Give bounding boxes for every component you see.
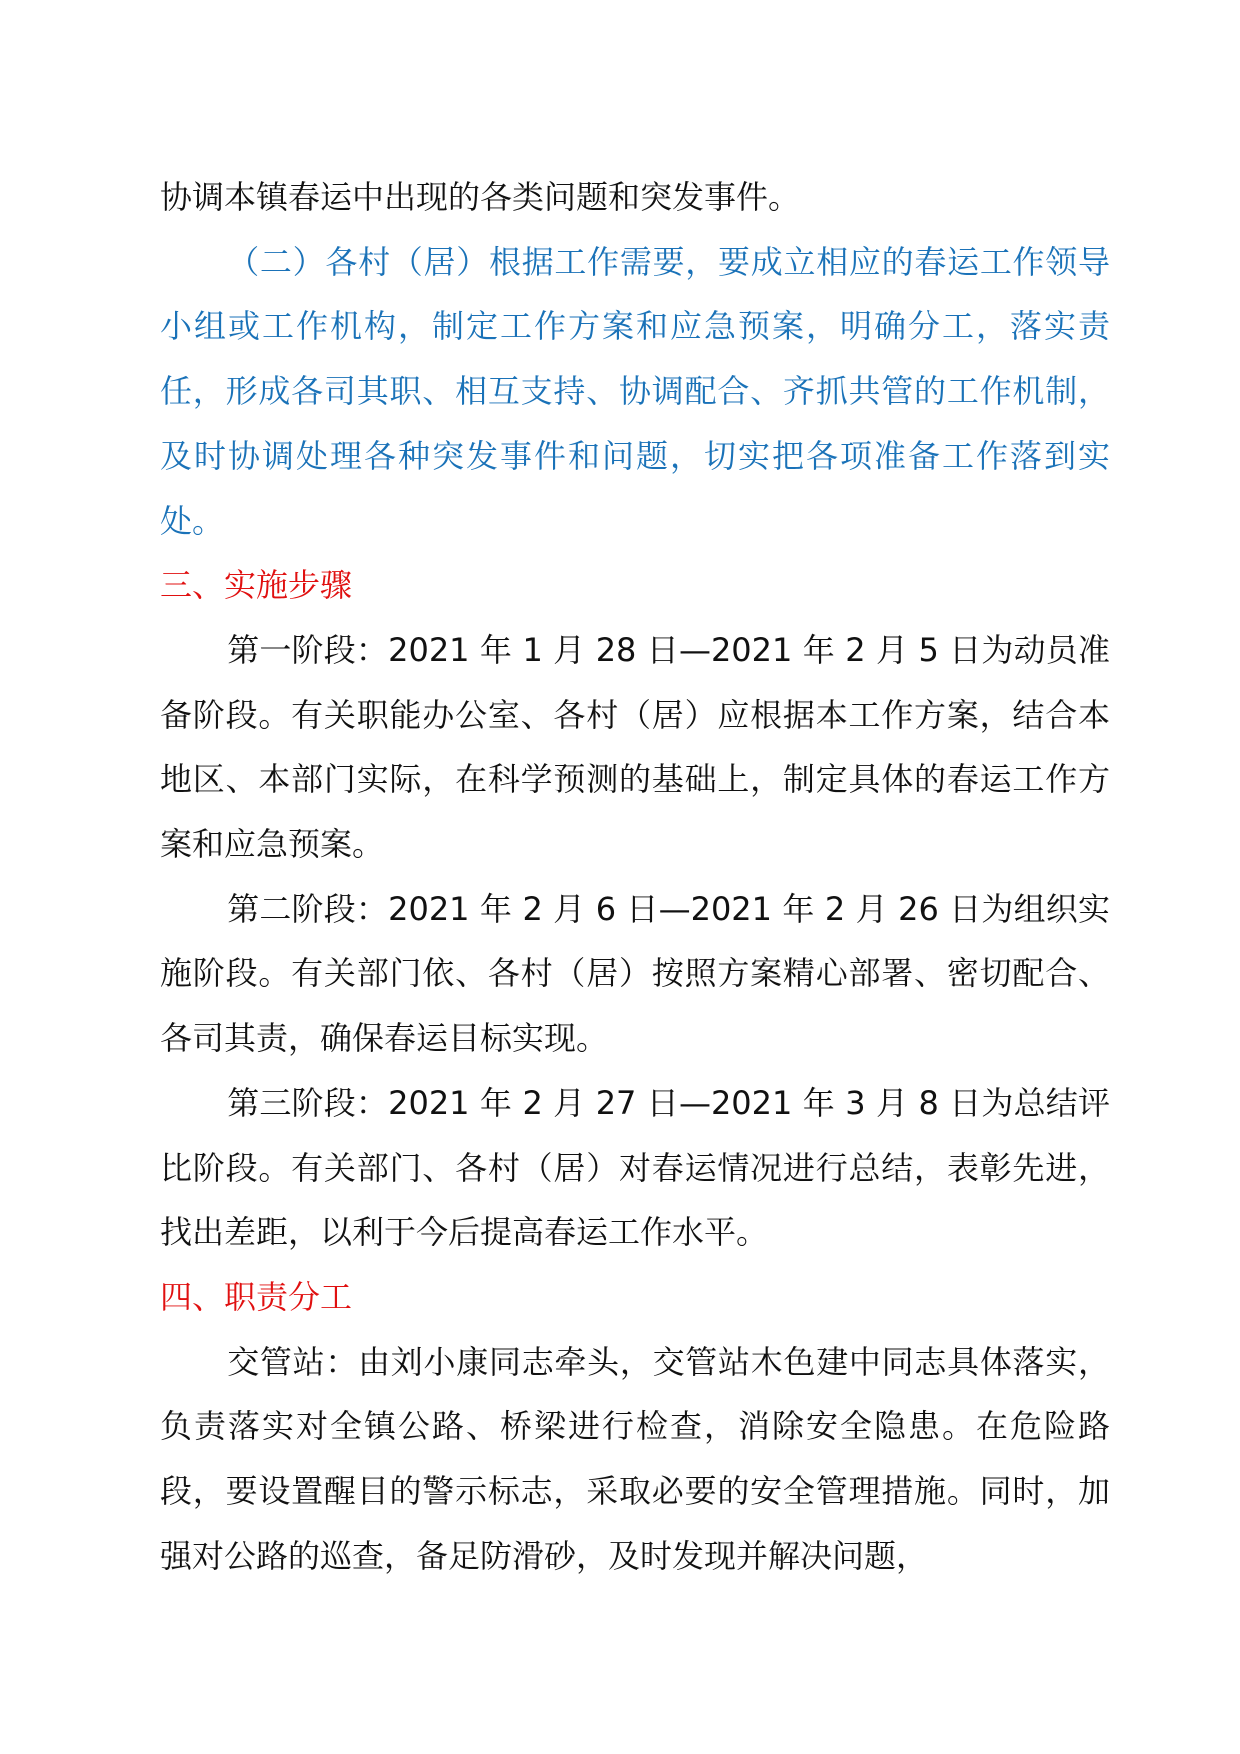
- paragraph-traffic-station: 交管站：由刘小康同志牵头，交管站木色建中同志具体落实，负责落实对全镇公路、桥梁进行检查，消除安全隐患。在危险路段，要设置醒目的警示标志，采取必要的安全管理措施。同时，加强对公路的巡查，备足防滑砂，及时发现并解决问题，: [160, 1342, 1110, 1575]
- document-body: [160, 165, 1110, 1588]
- paragraph-stage-three: 第三阶段：2021 年 2 月 27 日—2021 年 3 月 8 日为总结评比阶段。有关部门、各村（居）对春运情况进行总结，表彰先进，找出差距，以利于今后提高春运工作水平。: [160, 1083, 1110, 1252]
- paragraph-continuation: 协调本镇春运中出现的各类问题和突发事件。: [160, 178, 801, 216]
- section-heading-implementation-steps: 三、实施步骤: [160, 566, 353, 605]
- paragraph-stage-one: 第一阶段：2021 年 1 月 28 日—2021 年 2 月 5 日为动员准备阶段。有关职能办公室、各村（居）应根据本工作方案，结合本地区、本部门实际，在科学预测的基础上，制定具体的春运工作方案和应急预案。: [160, 630, 1110, 864]
- paragraph-stage-two: 第二阶段：2021 年 2 月 6 日—2021 年 2 月 26 日为组织实施阶段。有关部门依、各村（居）按照方案精心部署、密切配合、各司其责，确保春运目标实现。: [160, 889, 1110, 1058]
- section-heading-responsibilities: 四、职责分工: [160, 1277, 353, 1316]
- paragraph-village-organization: （二）各村（居）根据工作需要，要成立相应的春运工作领导小组或工作机构，制定工作方案和应急预案，明确分工，落实责任，形成各司其职、相互支持、协调配合、齐抓共管的工作机制，及时协调处理各种突发事件和问题，切实把各项准备工作落到实处。: [160, 242, 1110, 540]
